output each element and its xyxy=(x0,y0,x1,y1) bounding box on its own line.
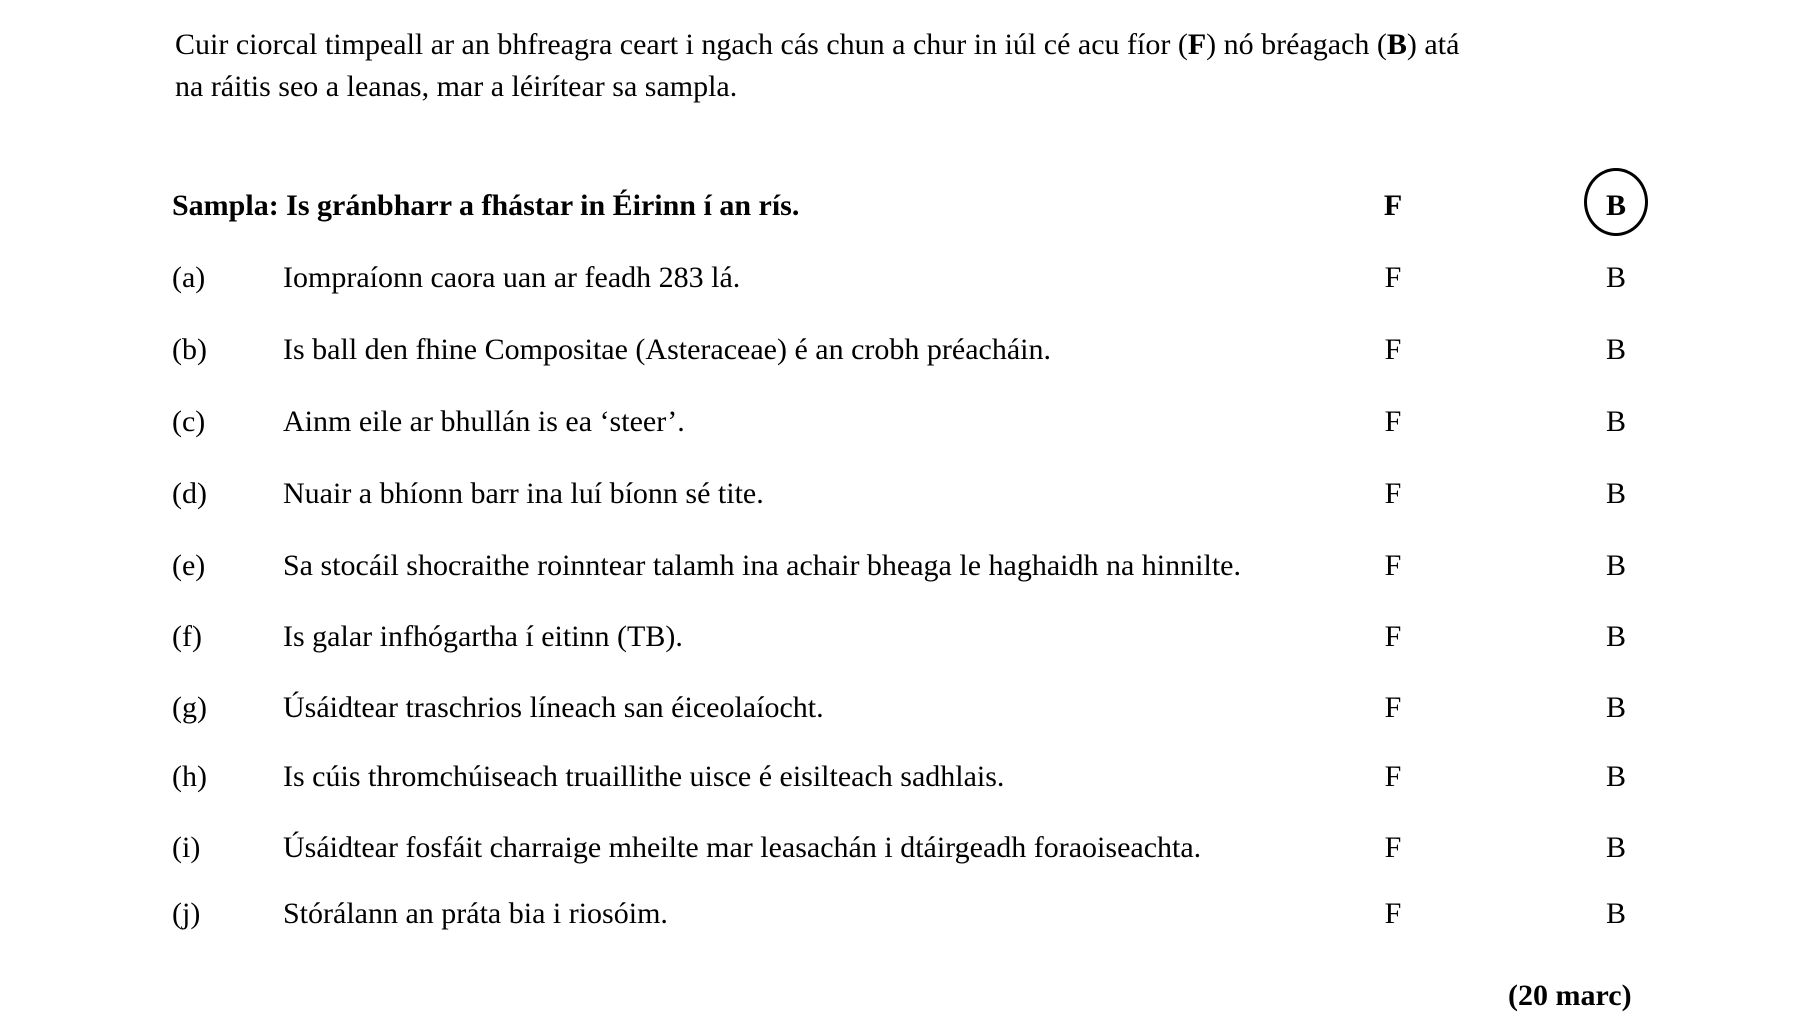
option-f[interactable]: F xyxy=(1384,831,1402,864)
statement-row xyxy=(0,474,1818,514)
option-f[interactable]: F xyxy=(1384,691,1402,724)
option-b[interactable]: B xyxy=(1605,333,1626,366)
option-f[interactable]: F xyxy=(1384,549,1402,582)
option-b[interactable]: B xyxy=(1605,620,1626,653)
item-label: (j) xyxy=(172,897,201,930)
option-b[interactable]: B xyxy=(1605,897,1626,930)
statement-row xyxy=(0,894,1818,934)
option-f[interactable]: F xyxy=(1384,620,1402,653)
item-statement: Sa stocáil shocraithe roinntear talamh ina achair bheaga le haghaidh na hinnilte. xyxy=(283,549,1241,582)
item-statement: Úsáidtear traschrios líneach san éiceolaíocht. xyxy=(283,691,824,724)
instruction-text: ) nó bréagach ( xyxy=(1206,28,1387,61)
option-f[interactable]: F xyxy=(1384,897,1402,930)
option-b[interactable]: B xyxy=(1605,477,1626,510)
option-b[interactable]: B xyxy=(1605,831,1626,864)
item-label: (i) xyxy=(172,831,201,864)
item-label: (f) xyxy=(172,620,202,653)
item-label: (e) xyxy=(172,549,206,582)
item-statement: Is cúis thromchúiseach truaillithe uisce é eisilteach sadhlais. xyxy=(283,760,1005,793)
statement-row xyxy=(0,757,1818,797)
bold-option-letter: B xyxy=(1386,28,1407,61)
statement-row xyxy=(0,402,1818,442)
option-f[interactable]: F xyxy=(1384,261,1402,294)
option-b[interactable]: B xyxy=(1605,405,1626,438)
statement-row xyxy=(0,828,1818,868)
statement-row xyxy=(0,688,1818,728)
option-f[interactable]: F xyxy=(1384,405,1402,438)
item-statement: Is ball den fhine Compositae (Asteraceae) é an crobh préacháin. xyxy=(283,333,1051,366)
instruction-text: ) atá xyxy=(1406,28,1460,61)
option-f[interactable]: F xyxy=(1384,333,1402,366)
item-statement: Úsáidtear fosfáit charraige mheilte mar leasachán i dtáirgeadh foraoiseachta. xyxy=(283,831,1202,864)
answer-circle xyxy=(1584,168,1648,236)
question-instructions xyxy=(175,24,1735,108)
item-label: (c) xyxy=(172,405,206,438)
statement-row xyxy=(0,258,1818,298)
option-f[interactable]: F xyxy=(1384,760,1402,793)
item-statement: Ainm eile ar bhullán is ea ‘steer’. xyxy=(283,405,685,438)
item-statement: Nuair a bhíonn barr ina luí bíonn sé tite. xyxy=(283,477,764,510)
instruction-text: Cuir ciorcal timpeall ar an bhfreagra ceart i ngach cás chun a chur in iúl cé acu fíor ( xyxy=(175,28,1188,61)
item-label: (g) xyxy=(172,691,207,724)
bold-option-letter: F xyxy=(1187,28,1207,61)
item-label: (d) xyxy=(172,477,207,510)
option-b[interactable]: B xyxy=(1605,691,1626,724)
instructions-line-2: na ráitis seo a leanas, mar a léirítear sa sampla. xyxy=(175,70,738,103)
sample-statement: Sampla: Is gránbharr a fhástar in Éirinn í an rís. xyxy=(172,189,800,222)
item-statement: Stórálann an práta bia i riosóim. xyxy=(283,897,668,930)
sample-option-b[interactable]: B xyxy=(1605,189,1626,222)
statement-row xyxy=(0,617,1818,657)
sample-row xyxy=(0,186,1818,226)
option-b[interactable]: B xyxy=(1605,549,1626,582)
sample-option-f[interactable]: F xyxy=(1383,189,1403,222)
item-statement: Is galar infhógartha í eitinn (TB). xyxy=(283,620,683,653)
marks-total: (20 marc) xyxy=(1508,979,1632,1012)
item-label: (h) xyxy=(172,760,207,793)
instructions-line-1 xyxy=(175,24,1735,66)
option-b[interactable]: B xyxy=(1605,261,1626,294)
option-f[interactable]: F xyxy=(1384,477,1402,510)
item-statement: Iompraíonn caora uan ar feadh 283 lá. xyxy=(283,261,741,294)
item-label: (b) xyxy=(172,333,207,366)
option-b[interactable]: B xyxy=(1605,760,1626,793)
statement-row xyxy=(0,546,1818,586)
item-label: (a) xyxy=(172,261,206,294)
statement-row xyxy=(0,330,1818,370)
